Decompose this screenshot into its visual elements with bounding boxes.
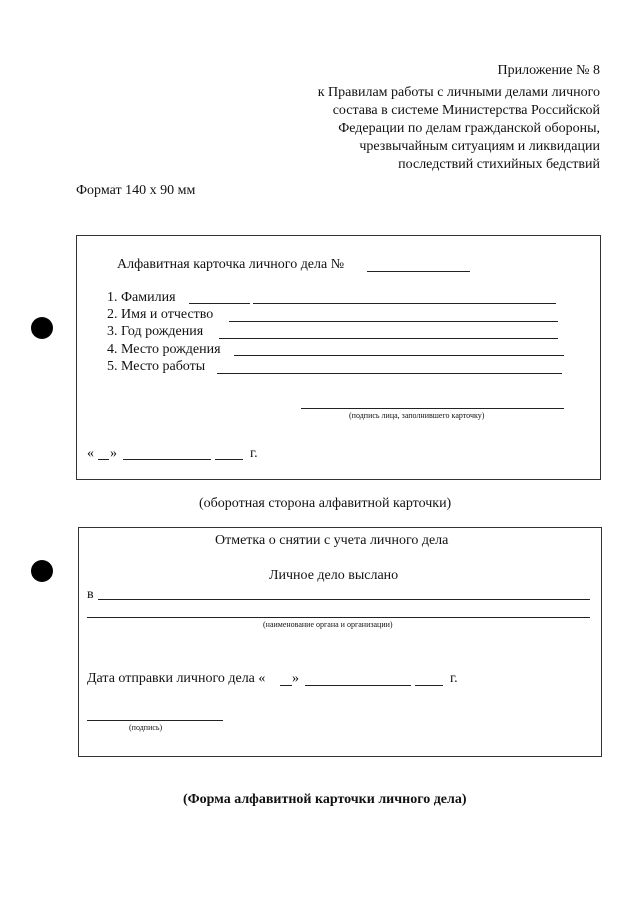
field-surname-line-2 <box>253 303 556 304</box>
field-workplace-label: 5. Место работы <box>107 359 206 374</box>
front-date-year-line <box>215 459 243 460</box>
field-workplace-line <box>217 373 562 374</box>
card-front-title: Алфавитная карточка личного дела № <box>117 257 345 272</box>
appendix-line-2: состава в системе Министерства Российской <box>332 103 600 118</box>
front-date-month-line <box>123 459 211 460</box>
appendix-number: Приложение № 8 <box>497 63 600 78</box>
front-signature-caption: (подпись лица, заполнившего карточку) <box>349 411 485 420</box>
front-date-year-suffix: г. <box>250 446 258 461</box>
card-back-date-year-line <box>415 685 443 686</box>
front-signature-line <box>301 408 564 409</box>
card-back-org-caption: (наименование органа и организации) <box>263 620 393 629</box>
binder-hole-bottom <box>31 560 53 582</box>
field-surname-line <box>189 303 250 304</box>
card-back-org-line-2 <box>87 617 590 618</box>
card-format: Формат 140 х 90 мм <box>76 183 196 198</box>
appendix-line-1: к Правилам работы с личными делами личного <box>317 85 600 100</box>
field-surname-label: 1. Фамилия <box>107 290 176 305</box>
form-footer-title: (Форма алфавитной карточки личного дела) <box>183 792 467 807</box>
card-front <box>76 235 601 480</box>
front-date-quote-close: » <box>110 446 117 461</box>
field-birthplace-line <box>234 355 564 356</box>
card-back-signature-caption: (подпись) <box>129 723 163 732</box>
card-back-to-prefix: в <box>87 587 94 602</box>
appendix-line-3: Федерации по делам гражданской обороны, <box>338 121 600 136</box>
field-birthyear-label: 3. Год рождения <box>107 324 204 339</box>
reverse-side-caption: (оборотная сторона алфавитной карточки) <box>199 496 452 511</box>
card-back-date-label: Дата отправки личного дела « <box>87 671 266 686</box>
front-date-day-line <box>98 459 109 460</box>
card-back-title: Отметка о снятии с учета личного дела <box>215 533 449 548</box>
card-back-year-suffix: г. <box>450 671 458 686</box>
card-back-sent: Личное дело выслано <box>269 568 399 583</box>
card-back-signature-line <box>87 720 223 721</box>
field-birthplace-label: 4. Место рождения <box>107 342 221 357</box>
field-name-line <box>229 321 558 322</box>
appendix-line-4: чрезвычайным ситуациям и ликвидации <box>359 139 600 154</box>
card-back-date-month-line <box>305 685 411 686</box>
card-back-date-day-line <box>280 685 292 686</box>
card-back-date-quote-close: » <box>292 671 299 686</box>
appendix-header <box>318 62 600 174</box>
binder-hole-top <box>31 317 53 339</box>
card-back-org-line-1 <box>98 599 590 600</box>
front-date-quote-open: « <box>87 446 94 461</box>
field-name-label: 2. Имя и отчество <box>107 307 214 322</box>
appendix-line-5: последствий стихийных бедствий <box>398 157 600 172</box>
card-back <box>78 527 602 757</box>
card-number-line <box>367 271 470 272</box>
field-birthyear-line <box>219 338 558 339</box>
